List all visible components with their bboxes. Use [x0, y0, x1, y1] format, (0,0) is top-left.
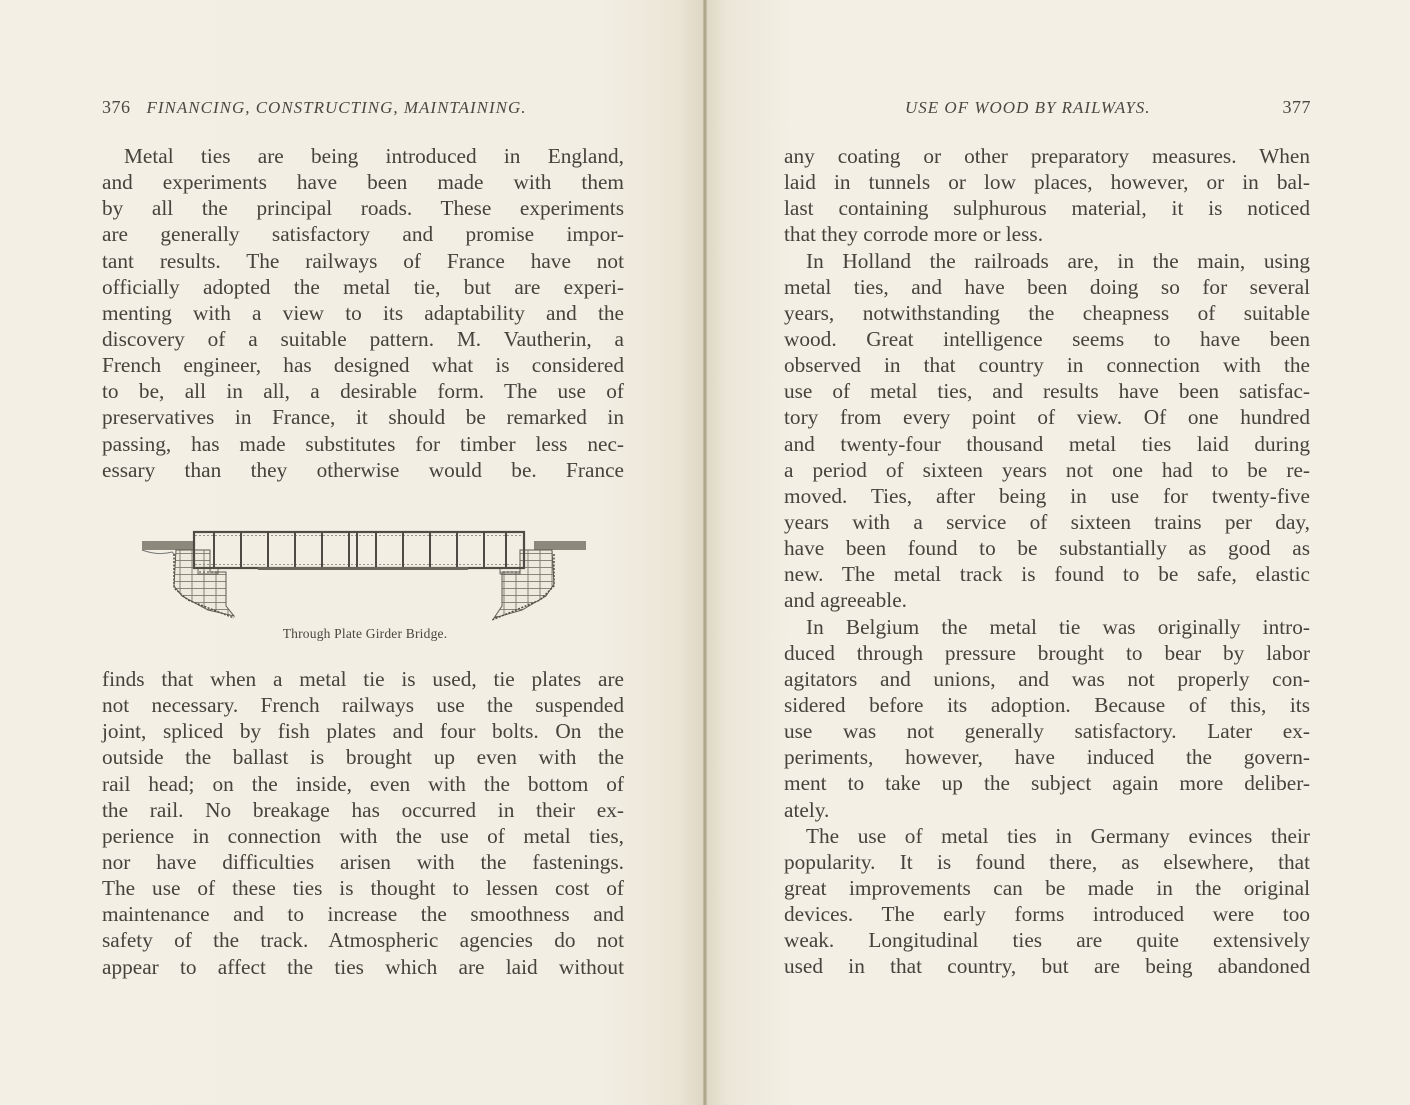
- text-line: moved. Ties, after being in use for twenty-five: [784, 483, 1310, 508]
- text-line: and twenty-four thousand metal ties laid during: [784, 431, 1310, 456]
- left-text-block-1: [102, 143, 624, 483]
- text-line: outside the ballast is brought up even with the: [102, 745, 624, 770]
- text-line: popularity. It is found there, as elsewhere, that: [784, 849, 1310, 874]
- text-line: have been found to be substantially as good as: [784, 536, 1310, 561]
- text-line: used in that country, but are being abandoned: [784, 954, 1310, 979]
- text-line: rail head; on the inside, even with the bottom of: [102, 771, 624, 796]
- book-spine-gutter: [703, 0, 707, 1105]
- text-line: ment to take up the subject again more deliber-: [784, 771, 1310, 796]
- text-line: tory from every point of view. Of one hundred: [784, 405, 1310, 430]
- text-line: passing, has made substitutes for timber less nec-: [102, 431, 624, 456]
- left-running-head: [102, 97, 632, 121]
- text-line: last containing sulphurous material, it is noticed: [784, 196, 1310, 221]
- text-line: the rail. No breakage has occurred in their ex-: [102, 797, 624, 822]
- text-line: laid in tunnels or low places, however, or in bal-: [784, 170, 1310, 195]
- text-line: great improvements can be made in the original: [784, 875, 1310, 900]
- text-line: to be, all in all, a desirable form. The use of: [102, 379, 624, 404]
- text-line: Metal ties are being introduced in England,: [124, 144, 624, 168]
- text-line: officially adopted the metal tie, but are experi-: [102, 274, 624, 299]
- bridge-figure: [138, 526, 592, 644]
- right-running-head: [905, 97, 1311, 121]
- text-line: duced through pressure brought to bear by labor: [784, 640, 1310, 665]
- text-line: and agreeable.: [784, 588, 907, 613]
- text-line: and experiments have been made with them: [102, 170, 624, 195]
- text-line: appear to affect the ties which are laid without: [102, 954, 624, 979]
- text-line: use of metal ties, and results have been satisfac-: [784, 379, 1310, 404]
- text-line: by all the principal roads. These experiments: [102, 196, 624, 221]
- text-line: preservatives in France, it should be remarked in: [102, 405, 624, 430]
- text-line: tant results. The railways of France have not: [102, 248, 624, 273]
- text-line: The use of these ties is thought to lessen cost of: [102, 876, 624, 901]
- text-line: weak. Longitudinal ties are quite extensively: [784, 928, 1310, 953]
- text-line: finds that when a metal tie is used, tie plates are: [102, 667, 624, 691]
- right-page: [706, 0, 1410, 1105]
- text-line: French engineer, has designed what is considered: [102, 353, 624, 378]
- figure-caption: Through Plate Girder Bridge.: [282, 626, 448, 641]
- text-line: perience in connection with the use of metal ties,: [102, 823, 624, 848]
- running-head-title: USE OF WOOD BY RAILWAYS.: [905, 98, 1151, 117]
- text-line: In Holland the railroads are, in the main, using: [806, 248, 1310, 273]
- text-line: ately.: [784, 797, 830, 822]
- text-line: In Belgium the metal tie was originally intro-: [806, 614, 1310, 639]
- text-line: years, notwithstanding the cheapness of suitable: [784, 300, 1310, 325]
- text-line: The use of metal ties in Germany evinces their: [806, 823, 1310, 848]
- text-line: safety of the track. Atmospheric agencies do not: [102, 928, 624, 953]
- text-line: periments, however, have induced the govern-: [784, 745, 1310, 770]
- text-line: a period of sixteen years not one had to be re-: [784, 457, 1310, 482]
- text-line: menting with a view to its adaptability and the: [102, 300, 624, 325]
- text-line: sidered before its adoption. Because of this, its: [784, 692, 1310, 717]
- text-line: discovery of a suitable pattern. M. Vautherin, a: [102, 326, 624, 351]
- text-line: maintenance and to increase the smoothness and: [102, 902, 624, 927]
- text-line: observed in that country in connection with the: [784, 353, 1310, 378]
- page-number: 376: [102, 97, 131, 117]
- text-line: are generally satisfactory and promise impor-: [102, 222, 624, 247]
- text-line: metal ties, and have been doing so for several: [784, 274, 1310, 299]
- through-plate-girder-bridge-icon: [138, 526, 592, 626]
- text-line: use was not generally satisfactory. Later ex-: [784, 719, 1310, 744]
- text-line: agitators and unions, and was not properly con-: [784, 666, 1310, 691]
- text-line: not necessary. French railways use the suspended: [102, 693, 624, 718]
- text-line: years with a service of sixteen trains per day,: [784, 509, 1310, 534]
- text-line: joint, spliced by fish plates and four bolts. On the: [102, 719, 624, 744]
- right-text-block: [784, 143, 1310, 980]
- text-line: any coating or other preparatory measures. When: [784, 144, 1310, 168]
- text-line: devices. The early forms introduced were too: [784, 902, 1310, 927]
- text-line: essary than they otherwise would be. France: [102, 457, 624, 482]
- text-line: wood. Great intelligence seems to have been: [784, 326, 1310, 351]
- running-head-title: FINANCING, CONSTRUCTING, MAINTAINING.: [146, 98, 527, 117]
- text-line: new. The metal track is found to be safe, elastic: [784, 562, 1310, 587]
- text-line: that they corrode more or less.: [784, 222, 1044, 247]
- text-line: nor have difficulties arisen with the fastenings.: [102, 849, 624, 874]
- page-number: 377: [1282, 97, 1311, 117]
- left-text-block-2: [102, 666, 624, 980]
